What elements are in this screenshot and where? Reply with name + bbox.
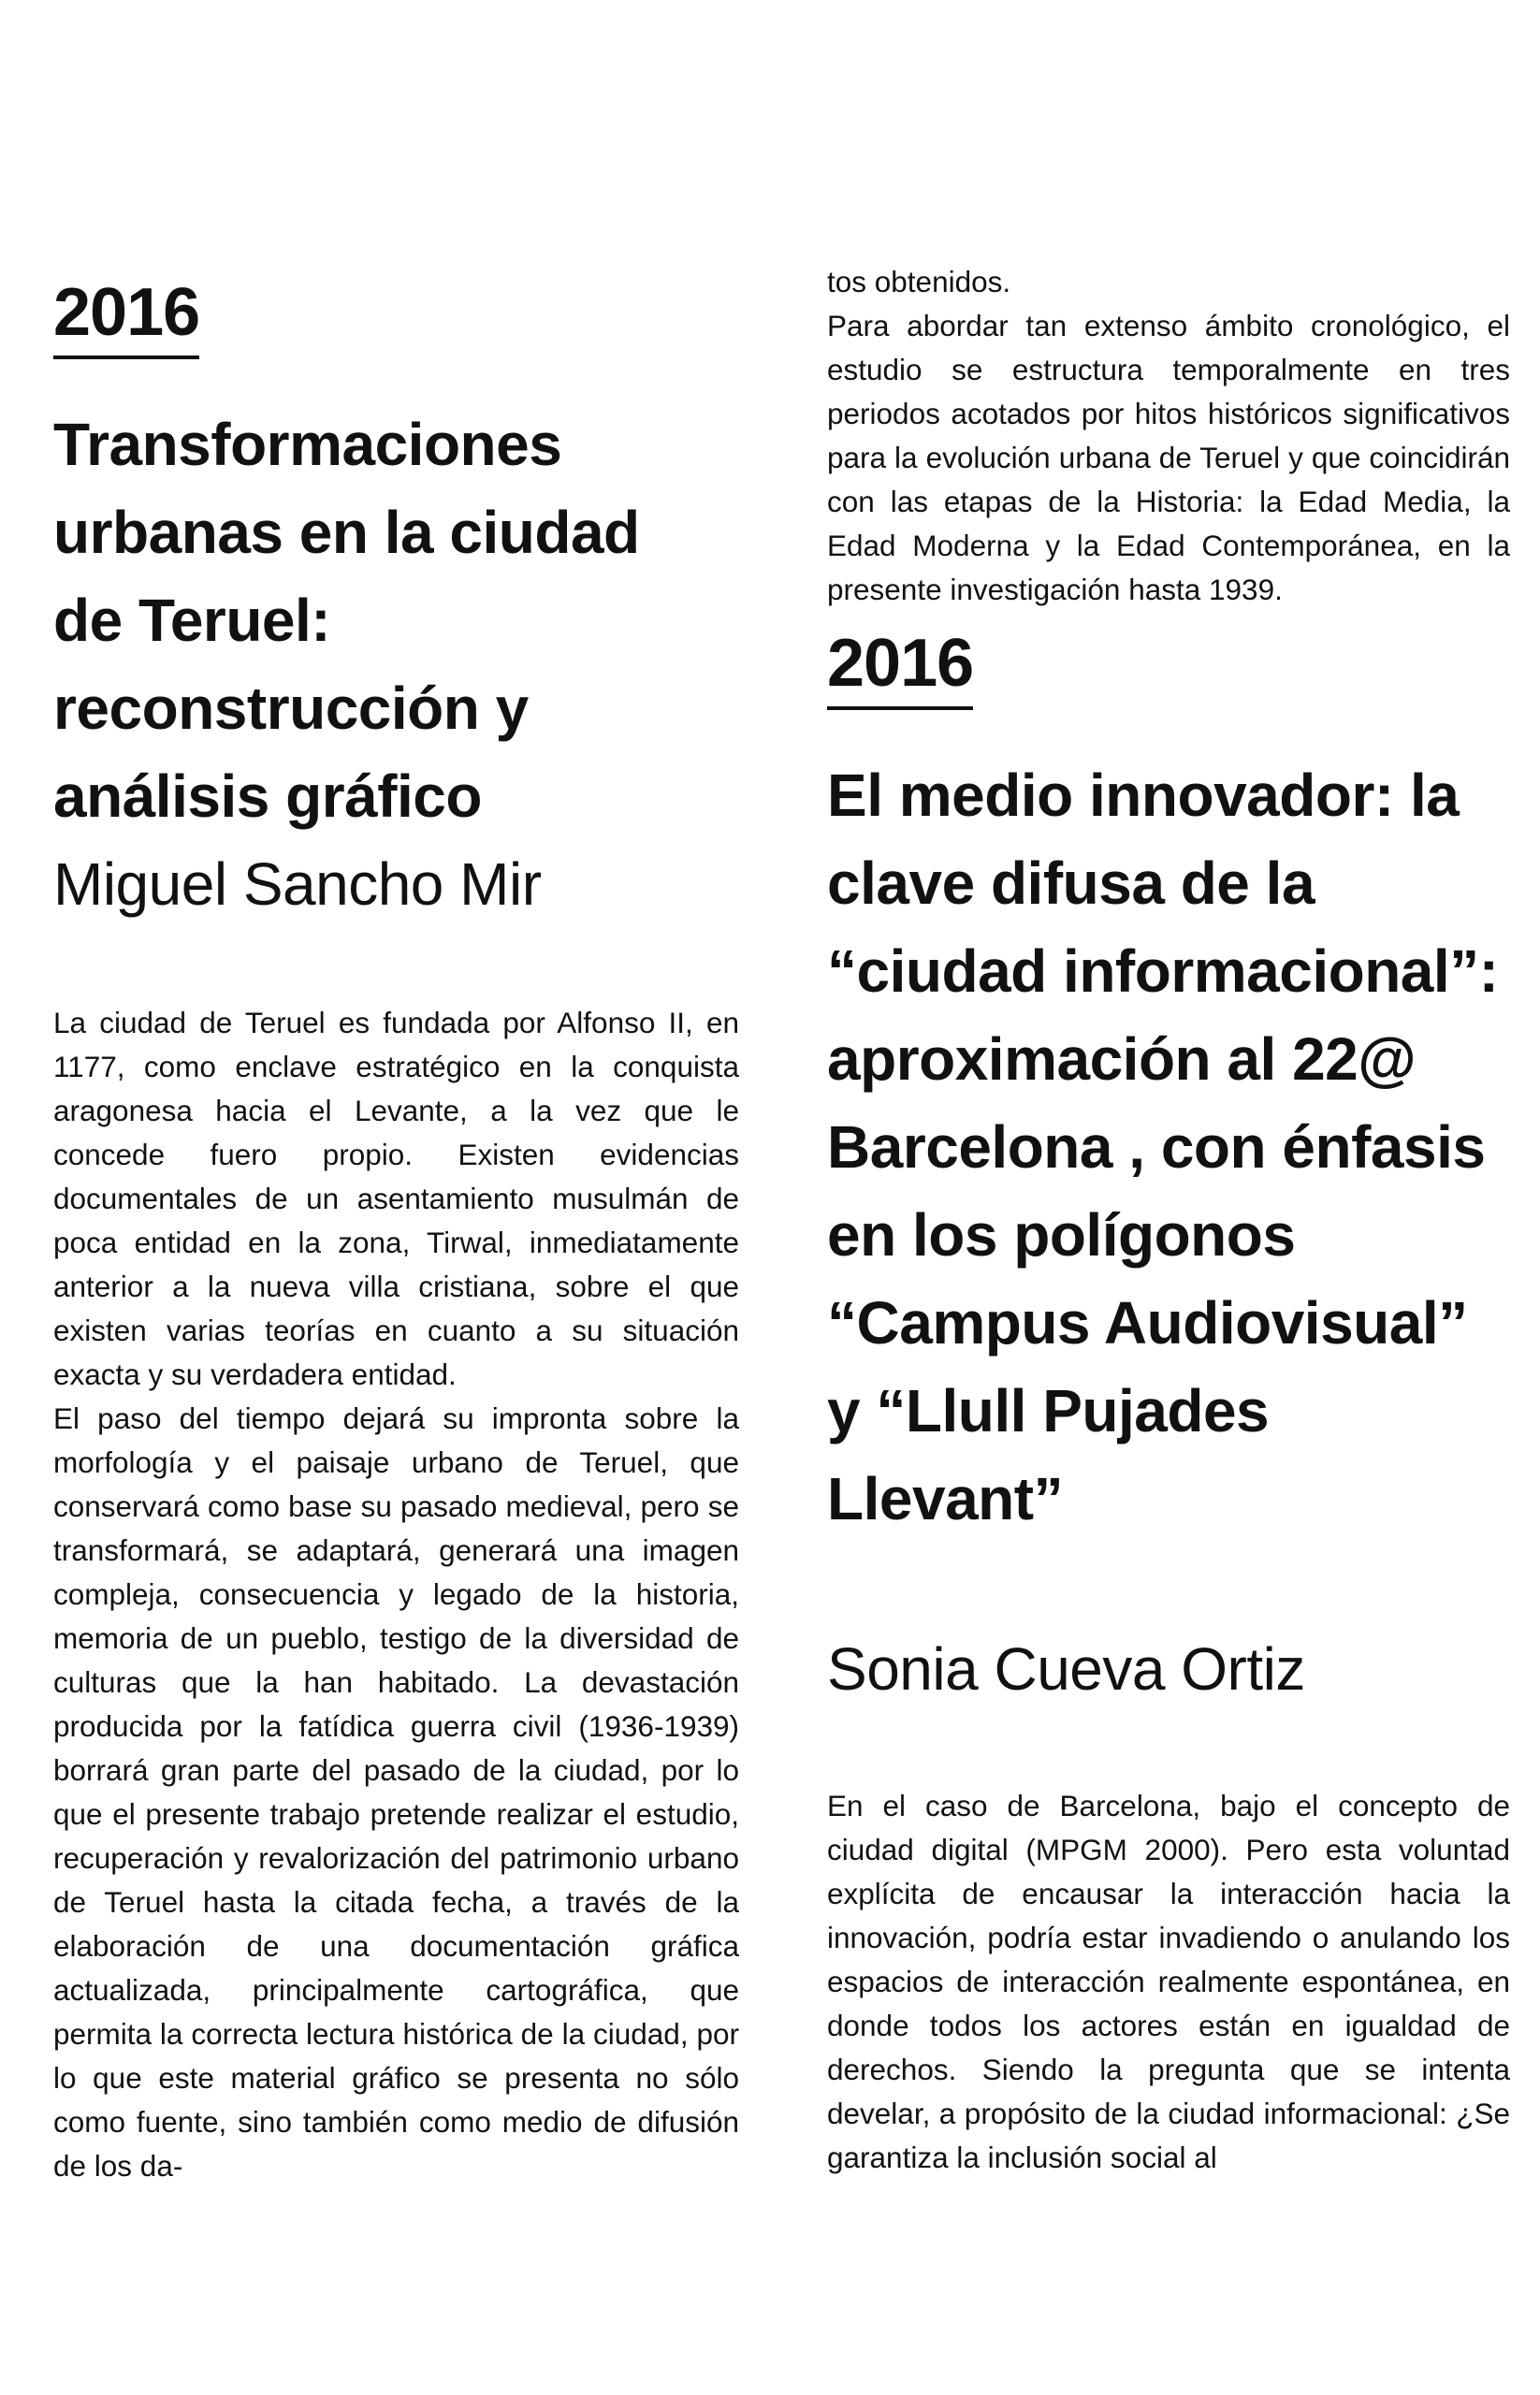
left-year: 2016 [53,279,199,359]
left-author: Miguel Sancho Mir [53,850,542,918]
right-continuation-2: Para abordar tan extenso ámbito cronológico, el estudio se estructura temporalmente en tres periodos acotados por hitos históricos significativos para la evolución urbana de Teruel y que coincidirán con las etapas de la Historia: la Edad Media, la Edad Moderna y la Edad Contemporánea, en la presente investigación hasta 1939. [827,309,1510,606]
left-paragraph-2: El paso del tiempo dejará su impronta sobre la morfología y el paisaje urbano de Teruel, que conservará como base su pasado medieval, pero se transformará, se adaptará, generará una imagen compleja, consecuencia y legado de la historia, memoria de un pueblo, testigo de la diversidad de culturas que la han habitado. La devastación producida por la fatídica guerra civil (1936-1939) borrará gran parte del pasado de la ciudad, por lo que el presente trabajo pretende realizar el estudio, recuperación y revalorización del patrimonio urbano de Teruel hasta la citada fecha, a través de la elaboración de una documentación gráfica actualizada, principalmente cartográfica, que permita la correcta lectura histórica de la ciudad, por lo que este material gráfico se presenta no sólo como fuente, sino también como medio de difusión de los da- [53,1401,739,2183]
right-author: Sonia Cueva Ortiz [827,1635,1305,1703]
left-title: Transformaciones urbanas en la ciudad de Teruel: reconstrucción y análisis gráfico [53,411,640,830]
right-continuation [827,260,1510,612]
left-body [53,1001,739,2188]
right-paragraph-1: En el caso de Barcelona, bajo el concepto de ciudad digital (MPGM 2000). Pero esta voluntad explícita de encausar la interacción hacia la innovación, podría estar invadiendo o anulando los espacios de interacción realmente espontánea, en donde todos los actores están en igualdad de derechos. Siendo la pregunta que se intenta develar, a propósito de la ciudad informacional: ¿Se garantiza la inclusión social al [827,1789,1510,2174]
right-title: El medio innovador: la clave difusa de la “ciudad informacional”: aproximación al 22@ Barcelona , con énfasis en los polígonos “Campus Audiovisual” y “Llull Pujades Llevant” [827,762,1499,1532]
left-paragraph-1: La ciudad de Teruel es fundada por Alfonso II, en 1177, como enclave estratégico en la conquista aragonesa hacia el Levante, a la vez que le concede fuero propio. Existen evidencias documentales de un asentamiento musulmán de poca entidad en la zona, Tirwal, inmediatamente anterior a la nueva villa cristiana, sobre el que existen varias teorías en cuanto a su situación exacta y su verdadera entidad. [53,1006,739,1391]
right-continuation-1: tos obtenidos. [827,265,1011,298]
right-body [827,1784,1510,2180]
right-year: 2016 [827,630,973,710]
